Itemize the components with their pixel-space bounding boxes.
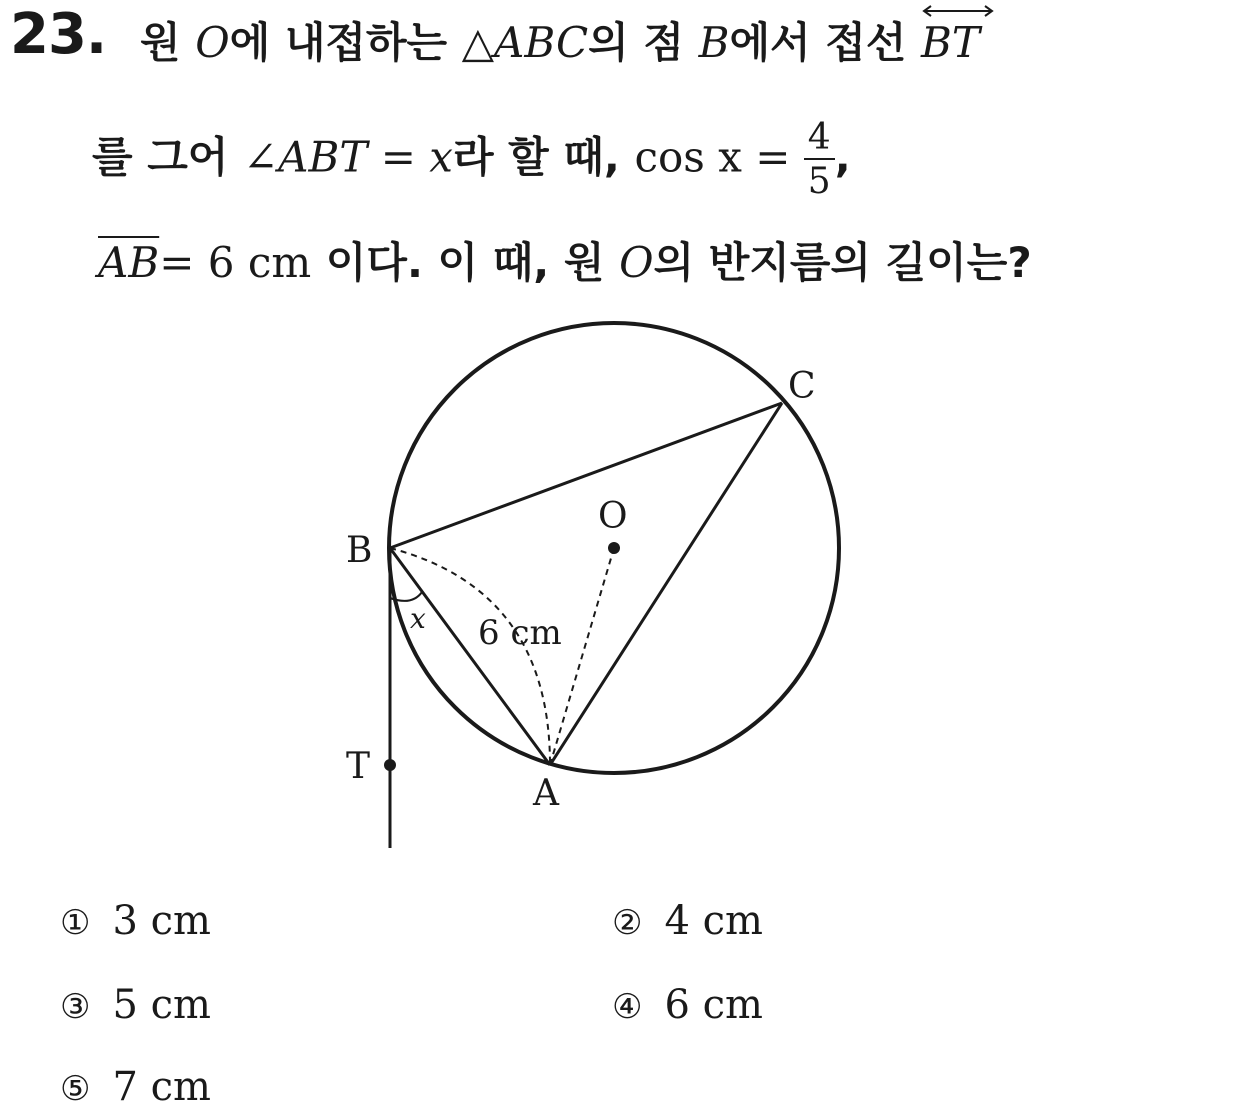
segment-ca [550,403,782,765]
q2-text-1: 를 그어 [92,132,243,182]
question-line-3 [98,230,1032,290]
segment-ab-symbol: $\overline{AB}$ [98,238,160,287]
q1-text-4: 에서 접선 [729,18,921,67]
choice-4-mark: ④ [612,987,643,1027]
label-c: C [788,366,816,407]
center-point-o [608,542,620,554]
choice-1[interactable] [60,898,211,944]
q1-text-3: 의 점 [588,18,699,67]
choice-5-text: 7 cm [112,1064,211,1110]
label-length-6cm: 6 cm [478,613,562,653]
angle-abt-expression: ∠ABT = x [242,132,453,182]
choice-3[interactable] [60,982,211,1028]
q2-comma: , [834,132,851,182]
point-t [384,759,396,771]
choice-3-mark: ③ [60,987,91,1027]
q3-text-2: 의 반지름의 길이는? [653,238,1032,287]
choice-2-text: 4 cm [664,898,763,944]
q1-text-2: 에 내접하는 [229,18,462,67]
fraction-numerator: 4 [804,120,835,160]
segment-length: = 6 cm [159,238,312,287]
tangent-line-symbol [921,18,980,67]
cos-expression: cos x = [634,132,804,182]
fraction-denominator: 5 [807,161,831,202]
choice-1-text: 3 cm [112,898,211,944]
circle-o-symbol: O [195,18,230,67]
point-b-symbol: B [698,18,730,67]
choice-4-text: 6 cm [664,982,763,1028]
choice-2-mark: ② [612,903,643,943]
choice-2[interactable] [612,898,763,944]
q2-text-2: 라 할 때, [452,132,635,182]
choice-4[interactable] [612,982,763,1028]
question-number: 23. [10,2,107,67]
segment-bc [390,403,782,548]
triangle-abc-symbol: △ABC [461,18,589,67]
double-arrow-icon [921,4,995,18]
label-o: O [598,496,628,537]
circle-o-symbol-2: O [619,238,654,287]
choice-5-mark: ⑤ [60,1069,91,1109]
choice-3-text: 5 cm [112,982,211,1028]
segment-ab [390,548,550,765]
q1-text-1: 원 [140,18,196,67]
label-t: T [346,746,371,787]
q3-text-1: 이다. 이 때, 원 [311,238,620,287]
choice-5[interactable] [60,1064,211,1110]
label-b: B [346,530,373,571]
question-line-1 [140,10,980,70]
label-a: A [533,773,559,814]
question-line-2 [92,117,851,202]
geometry-figure [330,310,860,855]
cos-fraction [804,117,835,202]
label-angle-x: x [410,602,426,635]
choice-1-mark: ① [60,903,91,943]
radius-oa-dashed [550,548,614,765]
tangent-bt-text: BT [920,18,980,67]
